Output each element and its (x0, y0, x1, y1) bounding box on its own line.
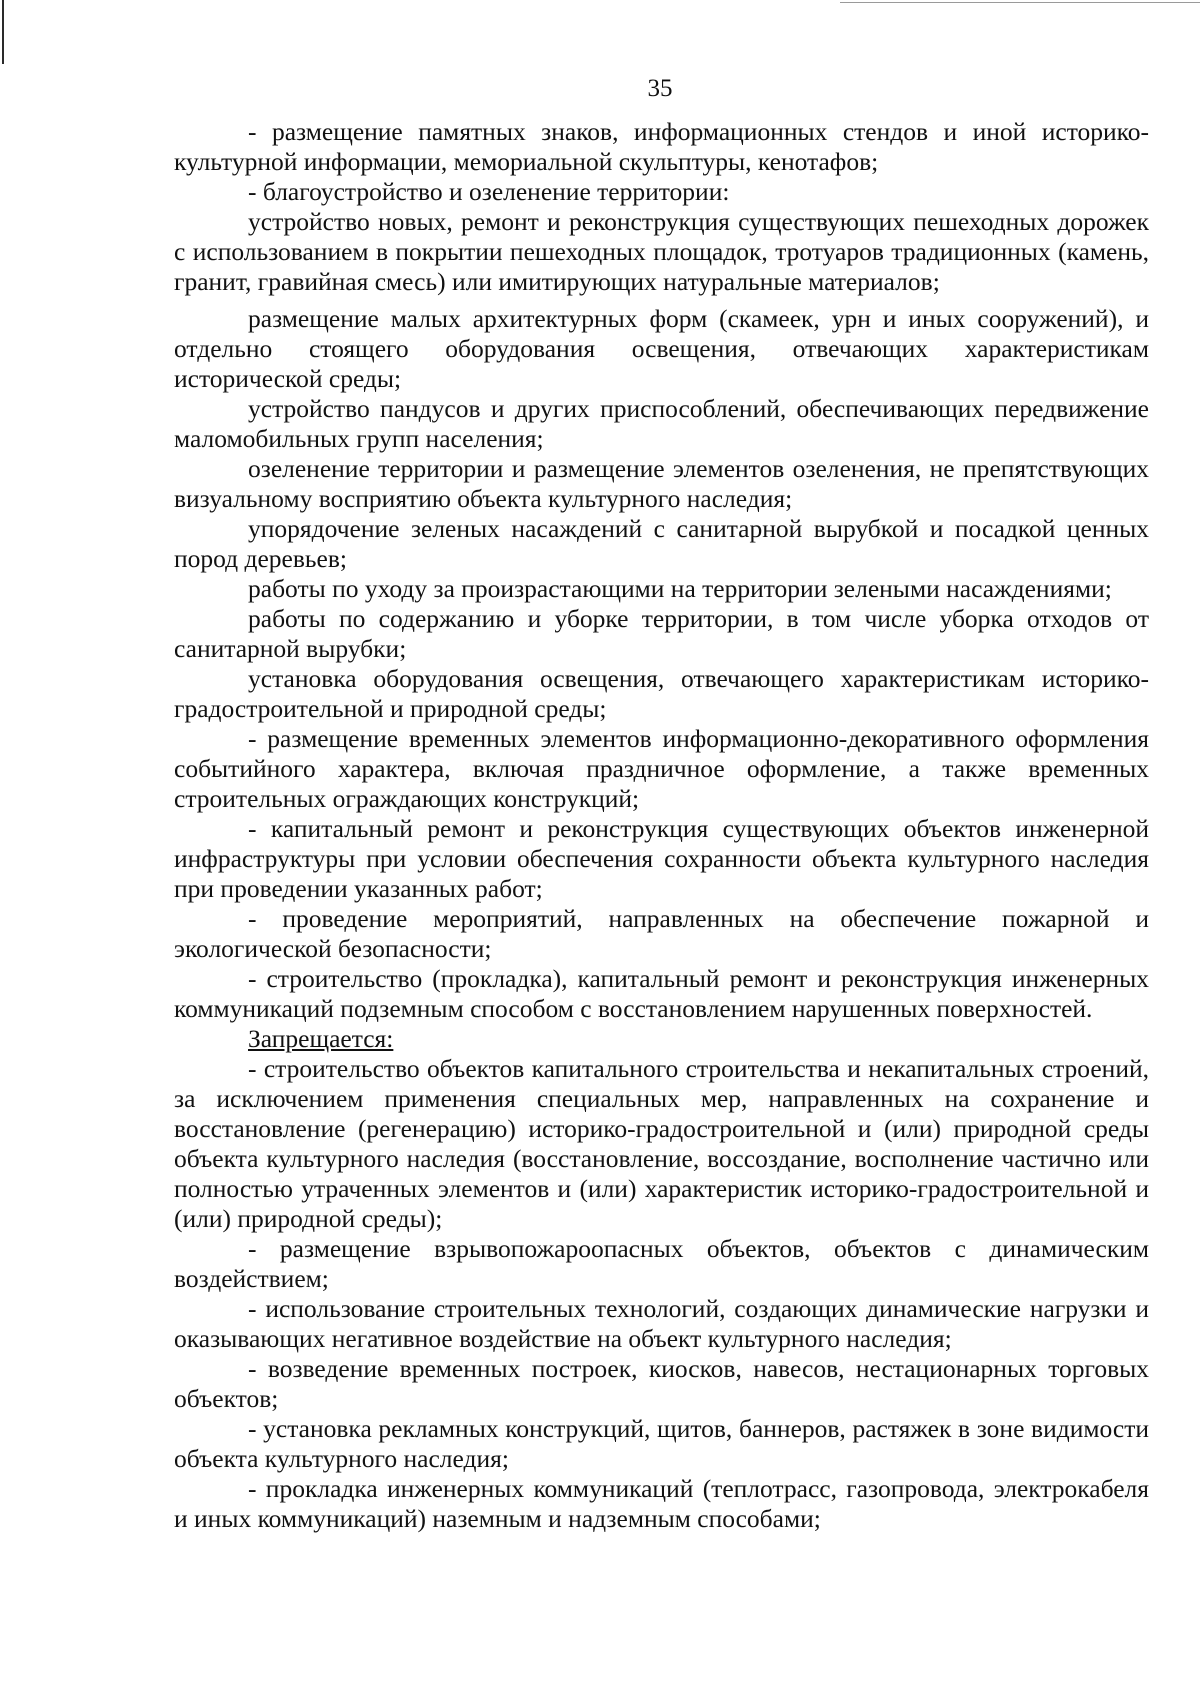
paragraph: - проведение мероприятий, направленных на обеспечение пожарной и экологической безопасности; (174, 904, 1149, 963)
paragraph: - строительство объектов капитального строительства и некапитальных строений, за исключением применения специальных мер, направленных на сохранение и восстановление (регенерацию) историко-градостроительной и (или) природной среды объекта культурного наследия (восстановление, воссоздание, восполнение частично или полностью утраченных элементов и (или) характеристик историко-градостроительной и (или) природной среды); (174, 1054, 1149, 1233)
paragraph: - возведение временных построек, киосков, навесов, нестационарных торговых объектов; (174, 1354, 1149, 1413)
paragraph: - благоустройство и озеленение территории: (248, 177, 730, 206)
paragraph: устройство пандусов и других приспособлений, обеспечивающих передвижение маломобильных групп населения; (174, 394, 1149, 453)
paragraph: - прокладка инженерных коммуникаций (теплотрасс, газопровода, электрокабеля и иных коммуникаций) наземным и надземным способами; (174, 1474, 1149, 1533)
paragraph: - размещение взрывопожароопасных объектов, объектов с динамическим воздействием; (174, 1234, 1149, 1293)
paragraph: работы по уходу за произрастающими на территории зелеными насаждениями; (248, 574, 1112, 603)
scan-edge-top (840, 2, 1200, 3)
paragraph: - строительство (прокладка), капитальный ремонт и реконструкция инженерных коммуникаций подземным способом с восстановлением нарушенных поверхностей. (174, 964, 1149, 1023)
paragraph: устройство новых, ремонт и реконструкция существующих пешеходных дорожек с использованием в покрытии пешеходных площадок, тротуаров традиционных (камень, гранит, гравийная смесь) или имитирующих натуральные материалов; (174, 207, 1149, 296)
paragraph: - использование строительных технологий, создающих динамические нагрузки и оказывающих негативное воздействие на объект культурного наследия; (174, 1294, 1149, 1353)
paragraph: - размещение временных элементов информационно-декоративного оформления событийного характера, включая праздничное оформление, а также временных строительных ограждающих конструкций; (174, 724, 1149, 813)
section-heading-prohibited: Запрещается: (248, 1024, 394, 1053)
paragraph: озеленение территории и размещение элементов озеленения, не препятствующих визуальному восприятию объекта культурного наследия; (174, 454, 1149, 513)
paragraph: - размещение памятных знаков, информационных стендов и иной историко-культурной информации, мемориальной скульптуры, кенотафов; (174, 117, 1149, 176)
paragraph: размещение малых архитектурных форм (скамеек, урн и иных сооружений), и отдельно стоящего оборудования освещения, отвечающих характеристикам исторической среды; (174, 304, 1149, 393)
scan-edge-left (2, 0, 4, 64)
paragraph: установка оборудования освещения, отвечающего характеристикам историко-градостроительной и природной среды; (174, 664, 1149, 723)
paragraph: работы по содержанию и уборке территории, в том числе уборка отходов от санитарной вырубки; (174, 604, 1149, 663)
paragraph: - установка рекламных конструкций, щитов, баннеров, растяжек в зоне видимости объекта культурного наследия; (174, 1414, 1149, 1473)
document-body (174, 117, 1149, 1534)
page-number: 35 (647, 75, 673, 102)
paragraph: - капитальный ремонт и реконструкция существующих объектов инженерной инфраструктуры при условии обеспечения сохранности объекта культурного наследия при проведении указанных работ; (174, 814, 1149, 903)
paragraph: упорядочение зеленых насаждений с санитарной вырубкой и посадкой ценных пород деревьев; (174, 514, 1149, 573)
